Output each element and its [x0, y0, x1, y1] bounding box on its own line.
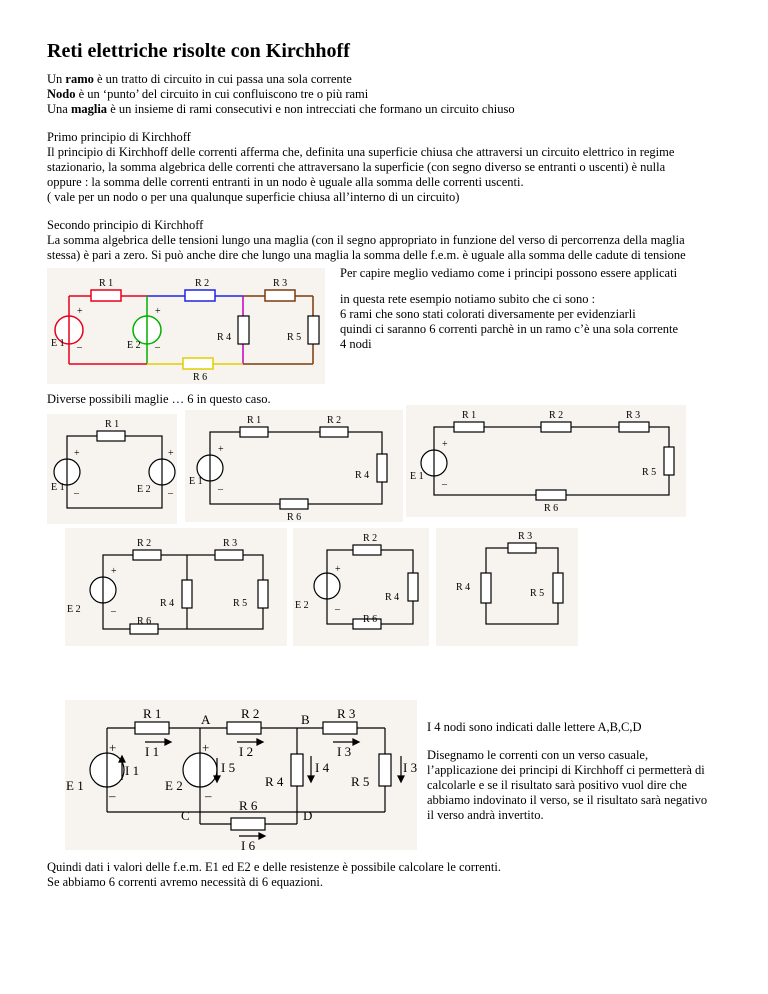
- paragraph-line: il verso andrà invertito.: [427, 808, 544, 822]
- node-b: B: [301, 712, 310, 727]
- svg-text:+: +: [168, 448, 174, 459]
- resistor-r4: [291, 754, 303, 786]
- svg-text:–: –: [442, 479, 447, 490]
- loop-diagram-4: [65, 528, 287, 646]
- svg-text:+: +: [202, 740, 210, 755]
- definitions: [47, 72, 737, 117]
- resistor-r6: [183, 358, 213, 369]
- svg-text:–: –: [77, 342, 82, 353]
- second-principle-heading: Secondo principio di Kirchhoff: [47, 218, 204, 232]
- paragraph-line: in questa rete esempio notiamo subito che ci sono :: [340, 292, 596, 306]
- label-r2: R 2: [195, 278, 210, 289]
- paragraph-line: calcolarle e se il risultato sarà positivo vuol dire che: [427, 778, 687, 792]
- resistor-r4: [238, 316, 249, 344]
- resistor-r5: [308, 316, 319, 344]
- label-i2: I 2: [239, 744, 254, 759]
- resistor-r5: [379, 754, 391, 786]
- definition-ramo: Un ramo è un tratto di circuito in cui passa una sola corrente: [47, 72, 352, 86]
- nodes-circuit-diagram: [65, 700, 417, 850]
- definition-nodo: Nodo è un ‘punto’ del circuito in cui confluiscono tre o più rami: [47, 87, 369, 101]
- nodes-caption: I 4 nodi sono indicati dalle lettere A,B,C,D: [427, 720, 642, 734]
- svg-text:+: +: [155, 306, 161, 317]
- paragraph-line: ( vale per un nodo o per una qualunque superficie chiusa all’interno di un circuito): [47, 190, 460, 204]
- paragraph-line: quindi ci saranno 6 correnti parchè in un ramo c’è una sola corrente: [340, 322, 679, 336]
- label-e2: E 2: [67, 604, 81, 615]
- label-i3: I 3: [337, 744, 352, 759]
- nodes-circuit-panel: [65, 700, 417, 850]
- label-r3: R 3: [273, 278, 288, 289]
- label-r5: R 5: [351, 774, 370, 789]
- label-r2: R 2: [137, 538, 152, 549]
- label-r3: R 3: [223, 538, 238, 549]
- label-r5: R 5: [287, 332, 302, 343]
- svg-text:–: –: [205, 788, 212, 803]
- label-i1: I 1: [145, 744, 160, 759]
- loop-diagram-5: [293, 528, 429, 646]
- paragraph-line: Disegnamo le correnti con un verso casuale,: [427, 748, 649, 762]
- label-i4: I 4: [315, 760, 330, 775]
- svg-text:–: –: [218, 484, 223, 495]
- resistor-r1: [135, 722, 169, 734]
- label-r6: R 6: [193, 372, 208, 383]
- label-r5: R 5: [233, 598, 248, 609]
- paragraph-line: Il principio di Kirchhoff delle correnti afferma che, definita una superficie chiusa che attraversi un circuito elettrico in regime: [47, 145, 675, 159]
- paragraph-line: 6 rami che sono stati colorati diversamente per evidenziarli: [340, 307, 636, 321]
- paragraph-line: stazionario, la somma algebrica delle correnti che attraversano la superficie (con segno diverso se entranti o uscenti) è nulla: [47, 160, 666, 174]
- svg-text:+: +: [218, 444, 224, 455]
- label-r2: R 2: [549, 410, 564, 421]
- first-principle: [47, 130, 737, 205]
- svg-text:+: +: [335, 564, 341, 575]
- label-r3: R 3: [626, 410, 641, 421]
- node-a: A: [201, 712, 211, 727]
- loop-panel-5: [293, 528, 429, 646]
- node-d: D: [303, 808, 313, 823]
- resistor-r3: [323, 722, 357, 734]
- svg-text:+: +: [74, 448, 80, 459]
- nodes-explanation: [427, 748, 707, 823]
- label-r6: R 6: [287, 512, 302, 522]
- svg-text:–: –: [111, 606, 116, 617]
- loop-diagram-6: [436, 528, 578, 646]
- label-r4: R 4: [265, 774, 284, 789]
- loop-diagram-3: [406, 405, 686, 517]
- label-i5: I 5: [221, 760, 236, 775]
- svg-text:–: –: [155, 342, 160, 353]
- example-intro: Per capire meglio vediamo come i principi possono essere applicati: [340, 266, 678, 280]
- label-r3: R 3: [337, 706, 356, 721]
- svg-text:–: –: [335, 604, 340, 615]
- label-r4: R 4: [385, 592, 400, 603]
- label-r1: R 1: [105, 419, 120, 430]
- label-r1: R 1: [143, 706, 162, 721]
- label-r1: R 1: [247, 415, 262, 426]
- label-e1: E 1: [51, 482, 65, 493]
- second-principle: [47, 218, 737, 263]
- colored-circuit-diagram: [47, 268, 325, 384]
- label-e1: E 1: [410, 471, 424, 482]
- label-r4: R 4: [217, 332, 232, 343]
- loop-diagram-1: [47, 414, 177, 524]
- label-i6: I 6: [241, 838, 256, 850]
- paragraph-line: 4 nodi: [340, 337, 372, 351]
- svg-text:+: +: [442, 439, 448, 450]
- label-e1: E 1: [189, 476, 203, 487]
- label-e1: E 1: [51, 338, 65, 349]
- loop-panel-1: [47, 414, 177, 524]
- label-r1: R 1: [99, 278, 114, 289]
- paragraph-line: Se abbiamo 6 correnti avremo necessità di 6 equazioni.: [47, 875, 323, 889]
- loop-panel-2: [185, 410, 403, 522]
- loop-panel-3: [406, 405, 686, 517]
- label-i1-loop: I 1: [125, 763, 140, 778]
- first-principle-heading: Primo principio di Kirchhoff: [47, 130, 191, 144]
- page-title: Reti elettriche risolte con Kirchhoff: [47, 40, 350, 62]
- label-r1: R 1: [462, 410, 477, 421]
- label-r6: R 6: [544, 503, 559, 514]
- label-r6: R 6: [137, 616, 152, 627]
- resistor-r6: [231, 818, 265, 830]
- loops-caption: Diverse possibili maglie … 6 in questo caso.: [47, 392, 271, 406]
- svg-text:–: –: [168, 488, 173, 499]
- svg-text:–: –: [109, 788, 116, 803]
- label-e2: E 2: [295, 600, 309, 611]
- paragraph-line: l’applicazione dei principi di Kirchhoff ci permetterà di: [427, 763, 705, 777]
- label-i3-right: I 3: [403, 760, 417, 775]
- label-r2: R 2: [327, 415, 342, 426]
- svg-text:+: +: [109, 740, 117, 755]
- paragraph-line: La somma algebrica delle tensioni lungo una maglia (con il segno appropriato in funzione del verso di percorrenza della maglia: [47, 233, 685, 247]
- label-e1: E 1: [66, 778, 84, 793]
- svg-text:+: +: [77, 306, 83, 317]
- label-r2: R 2: [241, 706, 260, 721]
- resistor-r2: [227, 722, 261, 734]
- label-r6: R 6: [363, 614, 378, 625]
- resistor-r2: [185, 290, 215, 301]
- resistor-r3: [265, 290, 295, 301]
- paragraph-line: Quindi dati i valori delle f.e.m. E1 ed E2 e delle resistenze è possibile calcolare le correnti.: [47, 860, 501, 874]
- svg-text:+: +: [111, 566, 117, 577]
- conclusion: [47, 860, 737, 890]
- loop-panel-6: [436, 528, 578, 646]
- label-r2: R 2: [363, 533, 378, 544]
- label-e2: E 2: [127, 340, 141, 351]
- example-text: [340, 292, 678, 352]
- label-r5: R 5: [530, 588, 545, 599]
- resistor-r1: [91, 290, 121, 301]
- label-e2: E 2: [165, 778, 183, 793]
- label-r4: R 4: [160, 598, 175, 609]
- paragraph-line: stessa) è pari a zero. Si può anche dire che lungo una maglia la somma delle f.e.m. è uguale alla somma delle cadute di tensione: [47, 248, 686, 262]
- label-r4: R 4: [355, 470, 370, 481]
- paragraph-line: abbiamo indovinato il verso, se il risultato sarà negativo: [427, 793, 708, 807]
- label-r5: R 5: [642, 467, 657, 478]
- paragraph-line: oppure : la somma delle correnti entranti in un nodo è uguale alla somma delle correnti uscenti.: [47, 175, 524, 189]
- definition-maglia: Una maglia è un insieme di rami consecutivi e non intrecciati che formano un circuito chiuso: [47, 102, 515, 116]
- colored-circuit-panel: [47, 268, 325, 384]
- label-r6: R 6: [239, 798, 258, 813]
- label-r3: R 3: [518, 531, 533, 542]
- node-c: C: [181, 808, 190, 823]
- loop-diagram-2: [185, 410, 403, 522]
- loop-panel-4: [65, 528, 287, 646]
- svg-text:–: –: [74, 488, 79, 499]
- label-r4: R 4: [456, 582, 471, 593]
- label-e2: E 2: [137, 484, 151, 495]
